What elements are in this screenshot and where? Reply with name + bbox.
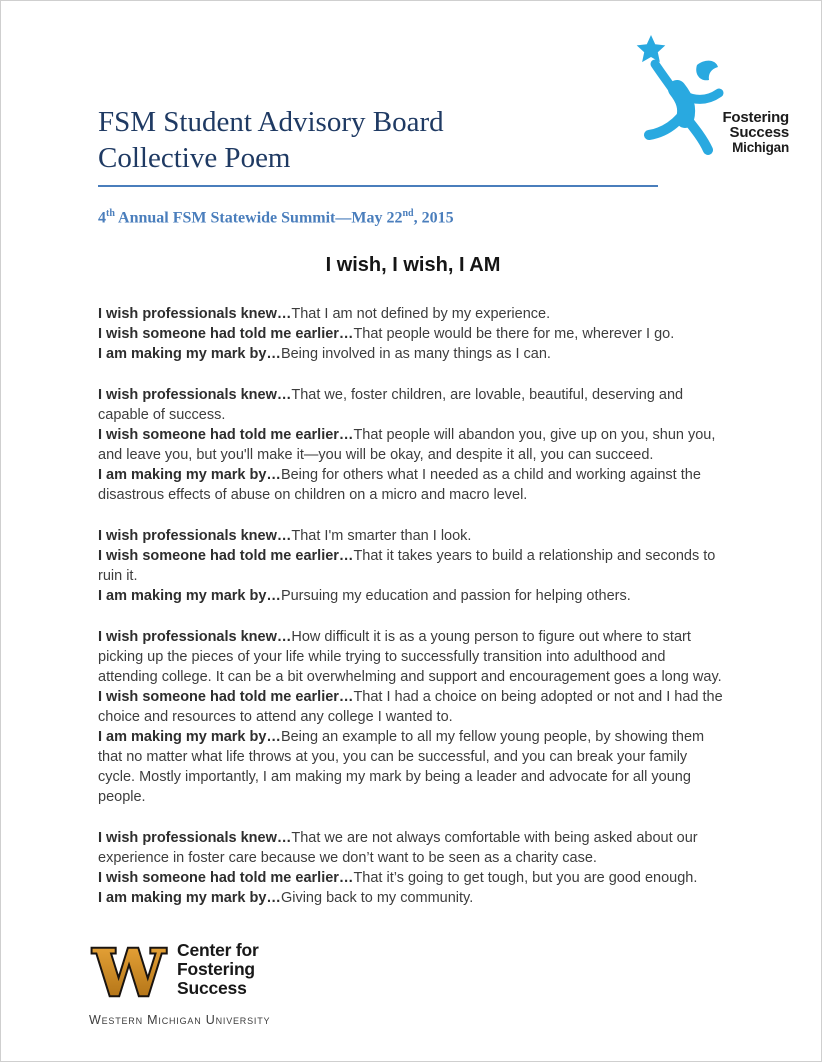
center-for-fostering-success-logo xyxy=(89,935,270,1027)
poem-line-text: Pursuing my education and passion for helping others. xyxy=(280,588,631,605)
poem-line xyxy=(98,687,728,727)
poem-line xyxy=(98,425,728,465)
poem-line-lead: I am making my mark by… xyxy=(98,346,281,363)
fsm-logo-line2: Success xyxy=(729,124,789,141)
poem-line-lead: I am making my mark by… xyxy=(98,588,281,605)
poem-line xyxy=(98,868,728,888)
wmu-w-icon xyxy=(89,935,169,1009)
cfs-line2: Fostering xyxy=(177,959,255,979)
poem-line xyxy=(98,888,728,908)
poem-stanza-4 xyxy=(98,627,728,807)
title-underline-rule xyxy=(98,185,658,187)
document-title-line1: FSM Student Advisory Board xyxy=(98,106,444,138)
poem-line-lead: I wish professionals knew… xyxy=(98,830,292,847)
document-subtitle xyxy=(98,208,728,227)
footer-logo-row xyxy=(89,935,270,1009)
poem-line-lead: I am making my mark by… xyxy=(98,467,281,484)
poem-stanza-2 xyxy=(98,385,728,505)
subtitle-part2: Annual FSM Statewide Summit—May 22 xyxy=(114,209,403,227)
poem-line xyxy=(98,627,728,687)
subtitle-superscript-th: th xyxy=(106,208,115,219)
fsm-logo-line3: Michigan xyxy=(732,140,789,155)
poem-line-text: That I am not defined by my experience. xyxy=(291,306,551,323)
poem-line-lead: I wish professionals knew… xyxy=(98,528,292,545)
subtitle-part1: 4 xyxy=(98,209,106,227)
poem-line-lead: I wish professionals knew… xyxy=(98,387,292,404)
cfs-wordmark xyxy=(177,941,259,998)
poem-line-lead: I wish professionals knew… xyxy=(98,306,292,323)
poem-stanza-5 xyxy=(98,828,728,908)
poem-line xyxy=(98,828,728,868)
poem-line xyxy=(98,344,728,364)
poem-line xyxy=(98,526,728,546)
poem-line xyxy=(98,727,728,807)
poem-line xyxy=(98,586,728,606)
document-body xyxy=(98,1,728,908)
subtitle-superscript-nd: nd xyxy=(402,208,414,219)
cfs-line3: Success xyxy=(177,978,247,998)
poem-title: I wish, I wish, I AM xyxy=(325,254,501,277)
poem-line xyxy=(98,385,728,425)
fsm-logo-line1: Fostering xyxy=(722,109,789,126)
poem-line xyxy=(98,324,728,344)
wmu-university-name: Western Michigan University xyxy=(89,1013,271,1027)
poem-line xyxy=(98,465,728,505)
poem-line xyxy=(98,304,728,324)
poem-line-lead: I am making my mark by… xyxy=(98,890,281,907)
poem-line-lead: I am making my mark by… xyxy=(98,729,281,746)
poem-line-text: That it takes years to build a relationship and seconds to ruin it. xyxy=(98,548,716,585)
poem-line-text: That we are not always comfortable with being asked about our experience in foster care because we don’t want to be seen as a charity case. xyxy=(98,830,698,867)
poem-line-text: Being involved in as many things as I can. xyxy=(280,346,551,363)
poem-line-lead: I wish someone had told me earlier… xyxy=(98,326,354,343)
poem-stanza-1 xyxy=(98,304,728,364)
document-title-line2: Collective Poem xyxy=(98,142,291,174)
poem-line-lead: I wish someone had told me earlier… xyxy=(98,870,354,887)
cfs-line1: Center for xyxy=(177,940,259,960)
fsm-logo-wordmark xyxy=(722,110,789,155)
poem-line xyxy=(98,546,728,586)
poem-line-text: That people would be there for me, wherever I go. xyxy=(353,326,675,343)
subtitle-part3: , 2015 xyxy=(413,209,454,227)
poem-stanza-3 xyxy=(98,526,728,606)
poem-line-text: That I had a choice on being adopted or not and I had the choice and resources to attend any college I wanted to. xyxy=(98,689,723,726)
document-title xyxy=(98,104,728,176)
poem-line-text: Being an example to all my fellow young people, by showing them that no matter what life throws at you, you can be successful, and you can break your family cycle. Mostly importantly, I am making my mark by being a leader and advocate for all young people. xyxy=(98,729,705,806)
poem-line-lead: I wish someone had told me earlier… xyxy=(98,548,354,565)
poem-line-lead: I wish professionals knew… xyxy=(98,629,292,646)
poem-line-text: That we, foster children, are lovable, beautiful, deserving and capable of success. xyxy=(98,387,684,424)
poem-line-lead: I wish someone had told me earlier… xyxy=(98,689,354,706)
poem-line-text: That it’s going to get tough, but you are good enough. xyxy=(353,870,698,887)
wmu-w-letter: W xyxy=(93,936,165,1009)
poem-line-lead: I wish someone had told me earlier… xyxy=(98,427,354,444)
poem-line-text: Being for others what I needed as a child and working against the disastrous effects of abuse on children on a micro and macro level. xyxy=(98,467,701,504)
poem-line-text: How difficult it is as a young person to figure out where to start picking up the pieces of your life while trying to successfully transition into adulthood and attending college. It can be a bit overwhelming and support and encouragement goes a long way. xyxy=(98,629,722,686)
poem-line-text: Giving back to my community. xyxy=(280,890,474,907)
poem-line-text: That people will abandon you, give up on you, shun you, and leave you, but you'll make it—you will be okay, and despite it all, you can succeed. xyxy=(98,427,716,464)
poem-line-text: That I'm smarter than I look. xyxy=(291,528,472,545)
